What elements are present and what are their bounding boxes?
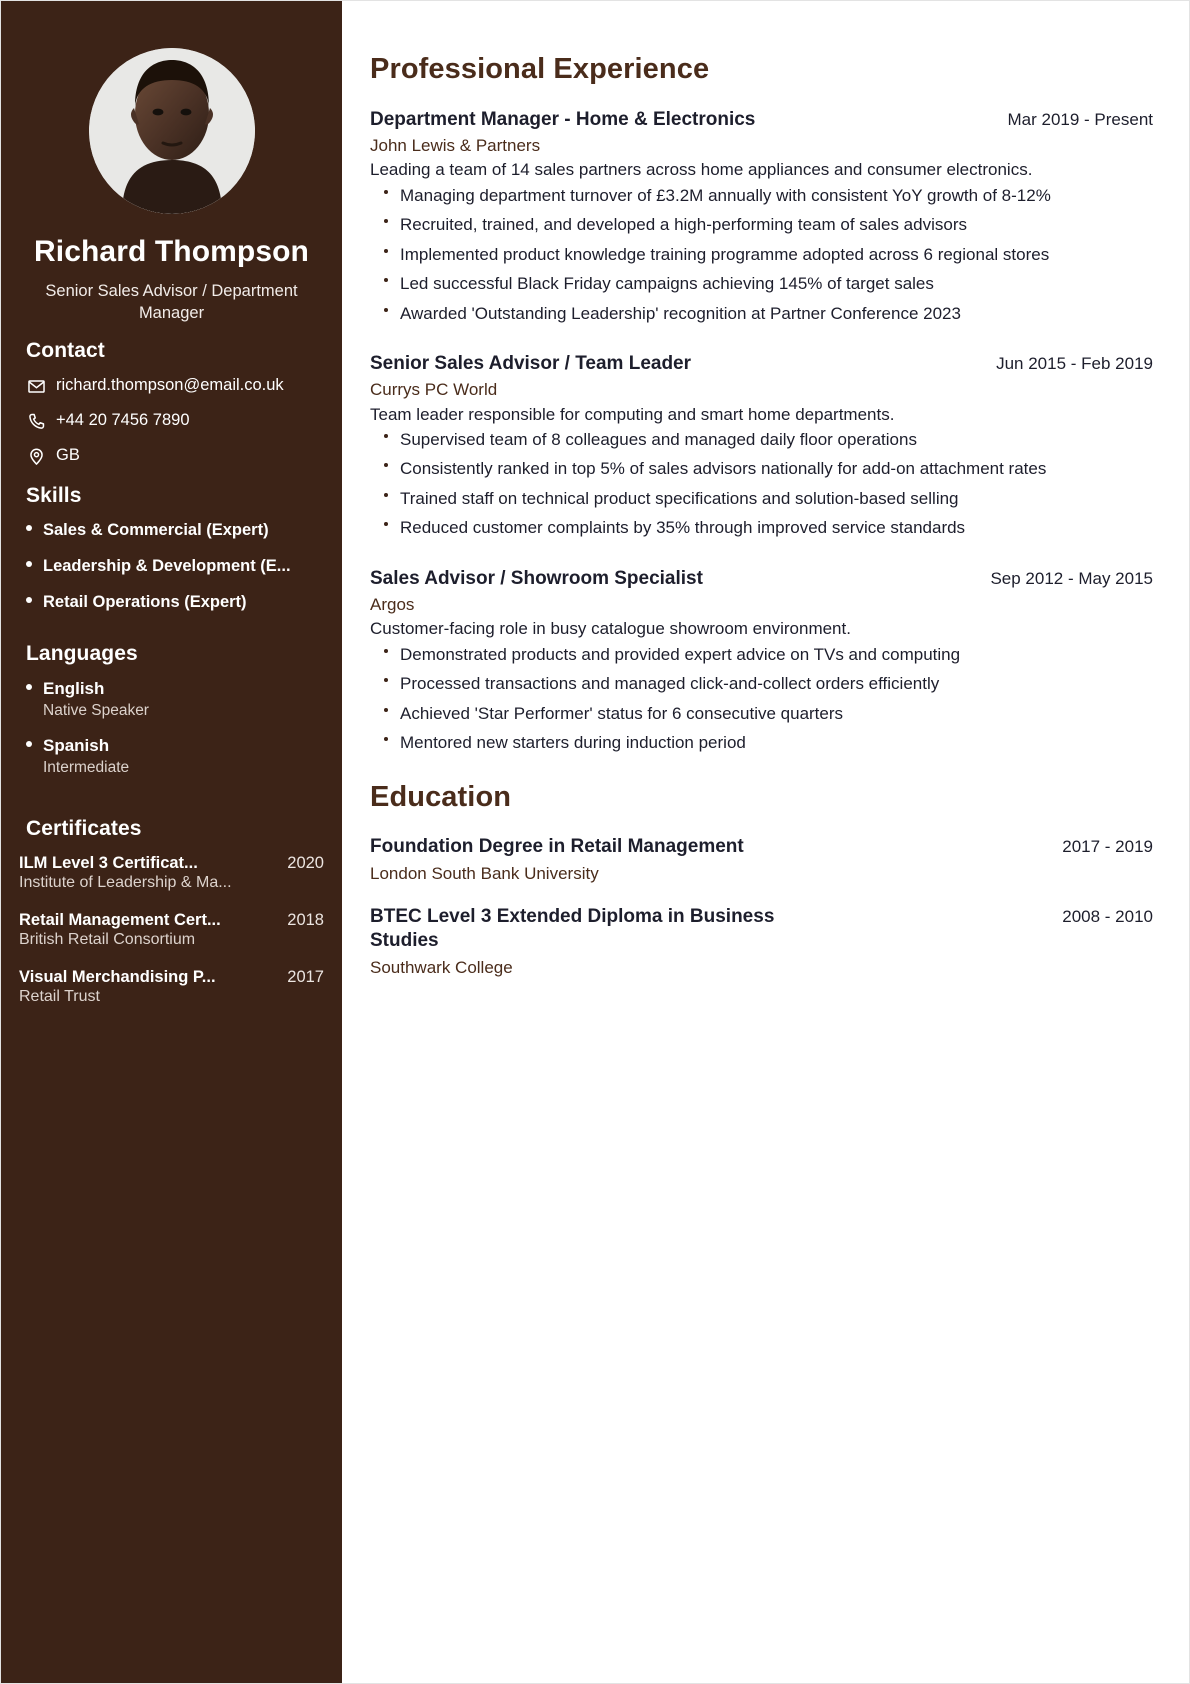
achievement-item: Demonstrated products and provided expert advice on TVs and computing <box>370 643 1153 666</box>
languages-section-title: Languages <box>26 642 138 666</box>
headline: Senior Sales Advisor / Department Manager <box>45 281 298 322</box>
achievement-list <box>370 184 1153 325</box>
profile-photo-wrap <box>19 1 324 214</box>
job-title: Sales Advisor / Showroom Specialist <box>370 567 703 589</box>
employer-name: Argos <box>370 595 415 615</box>
job-summary: Leading a team of 14 sales partners across home appliances and consumer electronics. <box>370 160 1033 180</box>
bullet-dot-icon <box>26 597 32 603</box>
job-summary: Team leader responsible for computing and smart home departments. <box>370 404 895 424</box>
skill-label: Retail Operations (Expert) <box>43 593 247 612</box>
experience-entry <box>370 567 1153 755</box>
languages-list <box>26 679 324 777</box>
certificates-list <box>19 854 324 1006</box>
language-item <box>26 679 324 720</box>
degree-date-range: 2017 - 2019 <box>1062 837 1153 857</box>
achievement-list <box>370 643 1153 755</box>
main-content <box>342 1 1189 1683</box>
bullet-dot-icon <box>26 741 32 747</box>
achievement-item: Implemented product knowledge training programme adopted across 6 regional stores <box>370 243 1153 266</box>
certificate-year: 2018 <box>287 911 324 930</box>
education-entry-header <box>370 905 1153 954</box>
language-level: Native Speaker <box>43 702 149 720</box>
achievement-item: Achieved 'Star Performer' status for 6 consecutive quarters <box>370 702 1153 725</box>
skill-label: Sales & Commercial (Expert) <box>43 521 269 540</box>
sidebar <box>1 1 342 1684</box>
achievement-item: Awarded 'Outstanding Leadership' recognition at Partner Conference 2023 <box>370 302 1153 325</box>
language-name: Spanish <box>43 736 110 756</box>
certificate-name: ILM Level 3 Certificat... <box>19 854 198 873</box>
language-name-row <box>26 736 324 756</box>
achievement-item: Processed transactions and managed click-and-collect orders efficiently <box>370 672 1153 695</box>
school-name: Southwark College <box>370 957 513 977</box>
achievement-list <box>370 428 1153 540</box>
bullet-dot-icon <box>26 525 32 531</box>
achievement-item: Trained staff on technical product specifications and solution-based selling <box>370 487 1153 510</box>
experience-entry-header <box>370 567 1153 591</box>
achievement-item: Led successful Black Friday campaigns achieving 145% of target sales <box>370 272 1153 295</box>
achievement-item: Managing department turnover of £3.2M annually with consistent YoY growth of 8-12% <box>370 184 1153 207</box>
skills-list <box>26 521 324 612</box>
contact-list <box>26 376 324 466</box>
certificate-item <box>19 854 324 892</box>
achievement-item: Reduced customer complaints by 35% through improved service standards <box>370 516 1153 539</box>
language-name: English <box>43 679 105 699</box>
phone-icon <box>26 411 46 431</box>
certificate-item <box>19 968 324 1006</box>
certificate-issuer: British Retail Consortium <box>19 931 196 949</box>
skill-item <box>26 593 324 612</box>
achievement-item: Mentored new starters during induction period <box>370 731 1153 754</box>
job-title: Senior Sales Advisor / Team Leader <box>370 353 692 375</box>
education-entry-header <box>370 835 1153 859</box>
degree-title: BTEC Level 3 Extended Diploma in Business Studies <box>370 905 775 952</box>
experience-entry <box>370 108 1153 325</box>
certificate-name: Visual Merchandising P... <box>19 968 216 987</box>
contact-phone[interactable] <box>26 411 324 431</box>
skill-label: Leadership & Development (E... <box>43 557 291 576</box>
certificate-name: Retail Management Cert... <box>19 911 221 930</box>
contact-location[interactable] <box>26 446 324 466</box>
contact-section-title: Contact <box>26 339 105 363</box>
degree-date-range: 2008 - 2010 <box>1062 906 1153 926</box>
education-section-title: Education <box>370 781 512 814</box>
contact-phone-value: +44 20 7456 7890 <box>56 411 190 430</box>
experience-section-title: Professional Experience <box>370 53 710 85</box>
language-item <box>26 736 324 777</box>
contact-email[interactable] <box>26 376 324 396</box>
contact-email-value: richard.thompson@email.co.uk <box>56 376 284 395</box>
job-summary: Customer-facing role in busy catalogue showroom environment. <box>370 619 851 639</box>
employer-name: John Lewis & Partners <box>370 136 541 156</box>
contact-location-value: GB <box>56 446 80 465</box>
achievement-item: Consistently ranked in top 5% of sales advisors nationally for add-on attachment rates <box>370 457 1153 480</box>
bullet-dot-icon <box>26 684 32 690</box>
location-pin-icon <box>26 446 46 466</box>
language-level: Intermediate <box>43 759 130 777</box>
job-date-range: Jun 2015 - Feb 2019 <box>996 354 1153 374</box>
certificates-section-title: Certificates <box>26 817 142 841</box>
school-name: London South Bank University <box>370 863 599 883</box>
certificate-year: 2020 <box>287 854 324 873</box>
job-title: Department Manager - Home & Electronics <box>370 109 756 130</box>
bullet-dot-icon <box>26 561 32 567</box>
job-date-range: Mar 2019 - Present <box>1007 110 1153 129</box>
certificate-header <box>19 968 324 987</box>
certificate-issuer: Retail Trust <box>19 988 100 1006</box>
envelope-icon <box>26 376 46 396</box>
full-name: Richard Thompson <box>34 235 309 268</box>
certificate-year: 2017 <box>287 968 324 987</box>
achievement-item: Recruited, trained, and developed a high-performing team of sales advisors <box>370 213 1153 236</box>
employer-name: Currys PC World <box>370 380 498 400</box>
job-date-range: Sep 2012 - May 2015 <box>990 568 1153 588</box>
skills-section-title: Skills <box>26 484 82 508</box>
achievement-item: Supervised team of 8 colleagues and managed daily floor operations <box>370 428 1153 451</box>
experience-entry <box>370 352 1153 540</box>
experience-entry-header <box>370 352 1153 376</box>
avatar <box>89 48 255 214</box>
education-entry <box>370 905 1153 979</box>
experience-entry-header <box>370 108 1153 132</box>
skill-item <box>26 521 324 540</box>
certificate-header <box>19 911 324 930</box>
degree-title: Foundation Degree in Retail Management <box>370 836 744 858</box>
language-name-row <box>26 679 324 699</box>
portrait-illustration <box>89 48 255 214</box>
certificate-item <box>19 911 324 949</box>
education-entry <box>370 835 1153 884</box>
certificate-header <box>19 854 324 873</box>
certificate-issuer: Institute of Leadership & Ma... <box>19 874 232 892</box>
skill-item <box>26 557 324 576</box>
